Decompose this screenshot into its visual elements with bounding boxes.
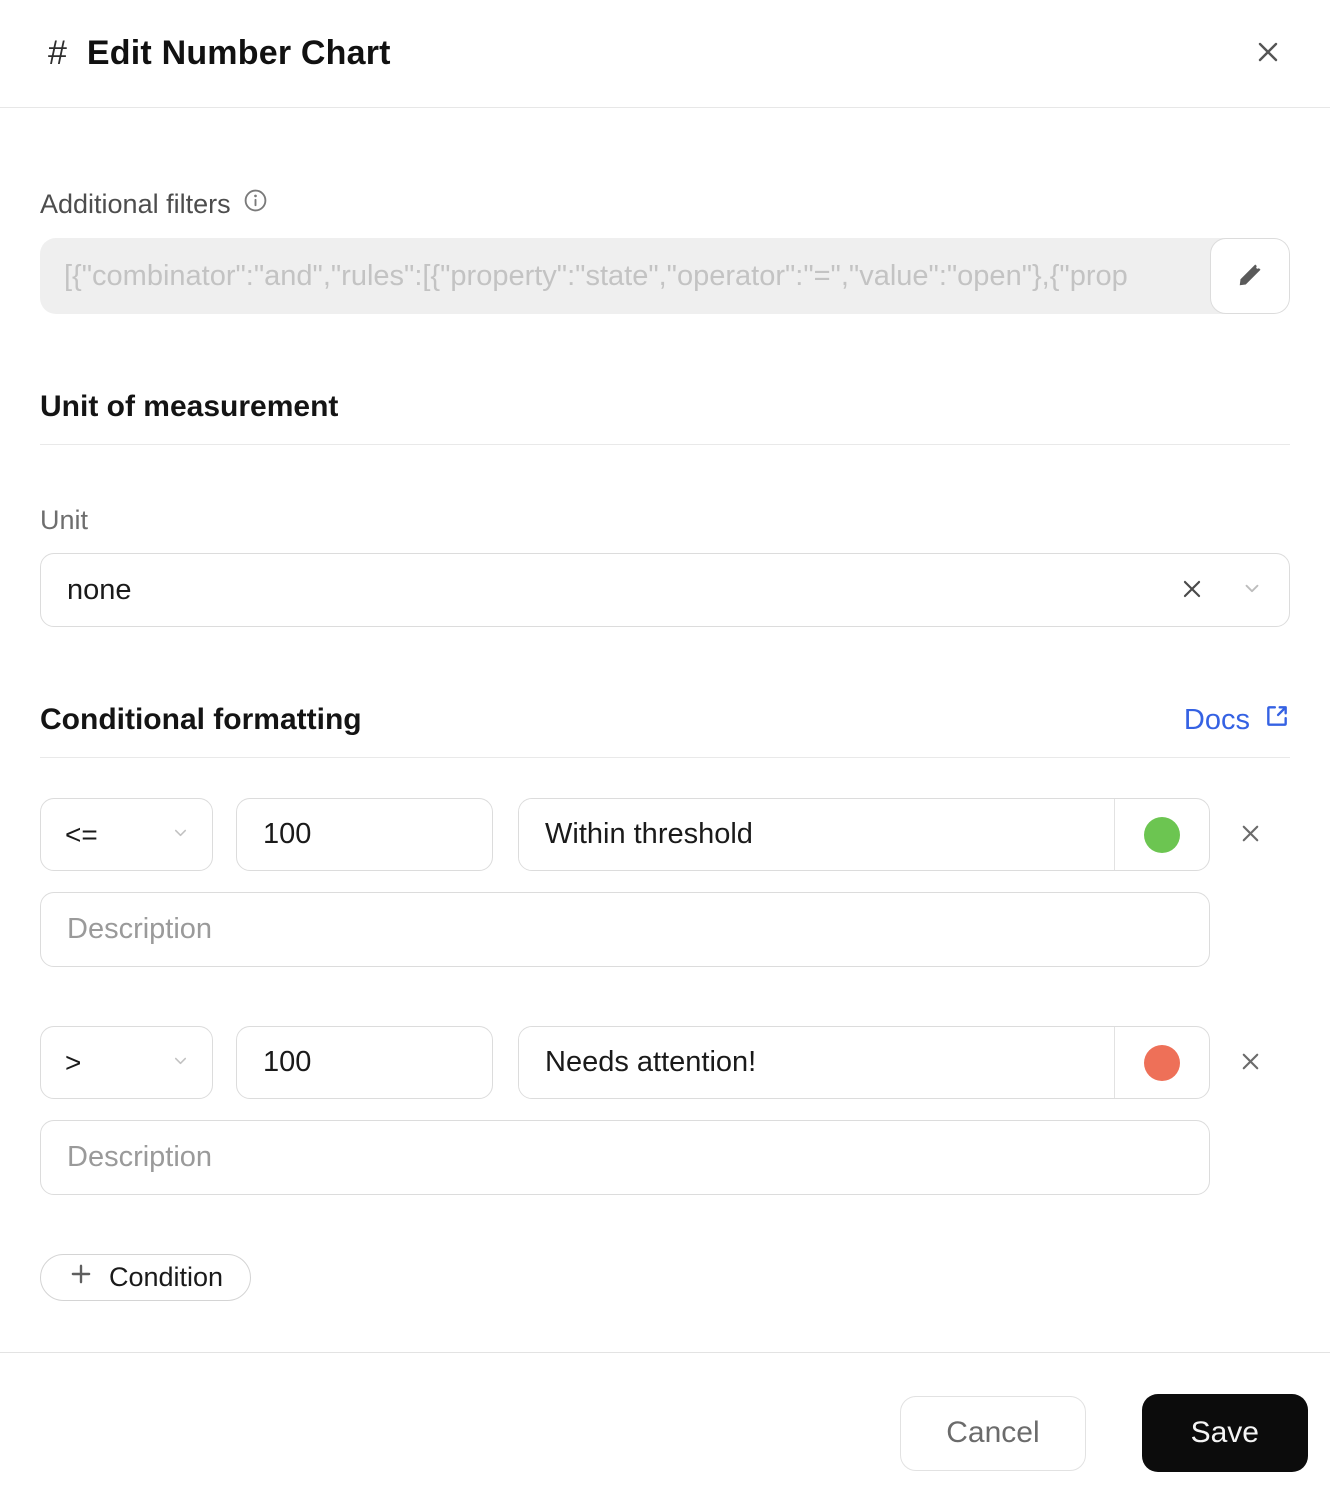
operator-value-1: <= (65, 818, 98, 850)
operator-value-2: > (65, 1046, 82, 1078)
additional-filters-label: Additional filters (40, 188, 231, 219)
condition-description-input-2[interactable] (40, 1120, 1210, 1195)
dialog-header (0, 0, 1330, 108)
label-field-1 (518, 798, 1210, 871)
remove-col-2 (1210, 1026, 1290, 1099)
condition-row-1 (40, 798, 1210, 871)
additional-filters-section (40, 188, 1290, 314)
condition-description-input-1[interactable] (40, 892, 1210, 967)
color-swatch-button-2[interactable] (1114, 1027, 1209, 1098)
pencil-icon (1235, 260, 1265, 293)
condition-label-input-2[interactable] (519, 1027, 1114, 1098)
conditional-formatting-header (40, 703, 1290, 737)
threshold-value-input-1[interactable] (236, 798, 493, 871)
docs-link-label: Docs (1183, 703, 1250, 736)
cancel-button[interactable]: Cancel (900, 1396, 1085, 1471)
unit-of-measurement-section (40, 390, 1290, 627)
dialog-title: Edit Number Chart (86, 34, 391, 72)
additional-filters-label-row (40, 188, 1290, 220)
threshold-value-input-2[interactable] (236, 1026, 493, 1099)
docs-link[interactable] (1184, 703, 1290, 737)
conditional-formatting-section (40, 703, 1290, 1301)
conditional-formatting-heading: Conditional formatting (40, 703, 362, 736)
color-swatch-button-1[interactable] (1114, 799, 1209, 870)
operator-select-2[interactable] (40, 1026, 213, 1099)
unit-label: Unit (40, 505, 89, 535)
unit-section-heading: Unit of measurement (40, 390, 339, 423)
close-icon (1237, 820, 1264, 850)
hash-icon: # (48, 34, 67, 72)
unit-selected-value: none (67, 573, 132, 606)
condition-label-input-1[interactable] (519, 799, 1114, 870)
unit-select[interactable] (40, 553, 1290, 627)
edit-filters-button[interactable] (1210, 238, 1290, 314)
condition-fields-2 (40, 1026, 1210, 1195)
unit-select-actions (1179, 576, 1263, 605)
close-icon (1237, 1048, 1264, 1078)
condition-row-2 (40, 1026, 1210, 1099)
remove-col-1 (1210, 798, 1290, 871)
info-icon[interactable] (243, 188, 268, 220)
dialog-body (0, 188, 1330, 1301)
close-icon (1254, 38, 1282, 69)
title-wrap (48, 34, 391, 73)
condition-fields-1 (40, 798, 1210, 967)
conditional-section-divider (40, 757, 1290, 758)
condition-group-2 (40, 1026, 1290, 1195)
save-button[interactable]: Save (1142, 1394, 1308, 1472)
operator-select-1[interactable] (40, 798, 213, 871)
chevron-down-icon (171, 1051, 190, 1075)
add-condition-label: Condition (109, 1262, 224, 1292)
chevron-down-icon (1241, 577, 1263, 604)
remove-condition-button-1[interactable] (1231, 814, 1270, 856)
clear-icon (1179, 576, 1205, 605)
label-field-2 (518, 1026, 1210, 1099)
green-dot-icon (1144, 817, 1180, 853)
orange-dot-icon (1144, 1045, 1180, 1081)
condition-rows (40, 798, 1290, 1195)
dialog-footer (0, 1353, 1330, 1472)
plus-icon (68, 1261, 94, 1294)
external-link-icon (1264, 703, 1290, 737)
remove-condition-button-2[interactable] (1231, 1042, 1270, 1084)
close-button[interactable] (1248, 32, 1288, 75)
clear-unit-button[interactable] (1179, 576, 1205, 605)
filters-field (40, 238, 1290, 314)
filters-json-input (40, 238, 1290, 314)
add-condition-button[interactable] (40, 1254, 251, 1301)
condition-group-1 (40, 798, 1290, 967)
unit-section-divider (40, 444, 1290, 445)
chevron-down-icon (171, 823, 190, 847)
